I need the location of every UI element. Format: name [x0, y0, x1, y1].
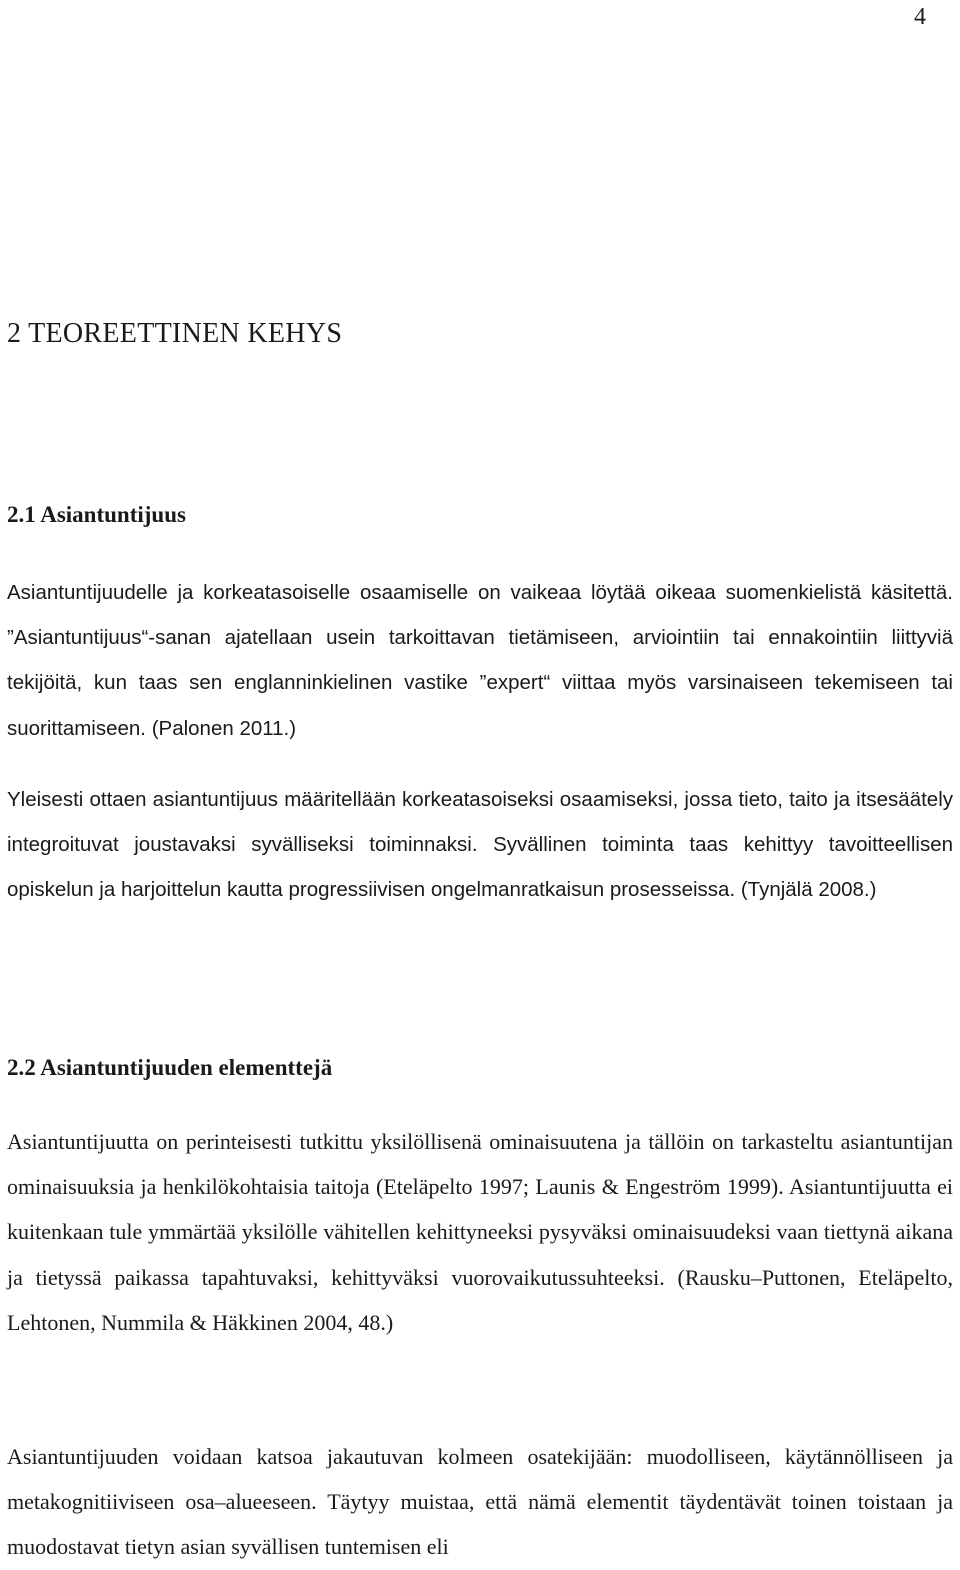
paragraph: Asiantuntijuutta on perinteisesti tutkittu yksilöllisenä ominaisuutena ja tällöin on tarkasteltu asiantuntijan ominaisuuksia ja henkilökohtaisia taitoja (Eteläpelto 1997; Launis & Engeström 1999). Asiantuntijuutta ei kuitenkaan tule ymmärtää yksilölle vähitellen kehittyneeksi pysyväksi ominaisuudeksi vaan tiettynä aikana ja tietyssä paikassa tapahtuvaksi, kehittyväksi vuorovaikutussuhteeksi. (Rausku–Puttonen, Eteläpelto, Lehtonen, Nummila & Häkkinen 2004, 48.) — [7, 1129, 953, 1335]
chapter-title: 2 TEOREETTINEN KEHYS — [7, 318, 343, 349]
section-title: 2.2 Asiantuntijuuden elementtejä — [7, 1055, 333, 1080]
paragraph: Asiantuntijuuden voidaan katsoa jakautuvan kolmeen osatekijään: muodolliseen, käytännölliseen ja metakognitiiviseen osa–alueeseen. Täytyy muistaa, että nämä elementit täydentävät toinen toistaan ja muodostavat tietyn asian syvällisen tuntemisen eli — [7, 1444, 953, 1560]
paragraph: Asiantuntijuudelle ja korkeatasoiselle osaamiselle on vaikeaa löytää oikeaa suomenkielistä käsitettä. ”Asiantuntijuus“-sanan ajatellaan usein tarkoittavan tietämiseen, arviointiin tai ennakointiin liittyviä tekijöitä, kun taas sen englanninkielinen vastike ”expert“ viittaa myös varsinaiseen tekemiseen tai suorittamiseen. (Palonen 2011.) — [7, 581, 953, 740]
section-title: 2.1 Asiantuntijuus — [7, 502, 186, 527]
paragraph: Yleisesti ottaen asiantuntijuus määritellään korkeatasoiseksi osaamiseksi, jossa tieto, taito ja itsesäätely integroituvat joustavaksi syvälliseksi toiminnaksi. Syvällinen toiminta taas kehittyy tavoitteellisen opiskelun ja harjoittelun kautta progressiivisen ongelmanratkaisun prosesseissa. (Tynjälä 2008.) — [7, 788, 953, 902]
page-number: 4 — [914, 4, 926, 30]
